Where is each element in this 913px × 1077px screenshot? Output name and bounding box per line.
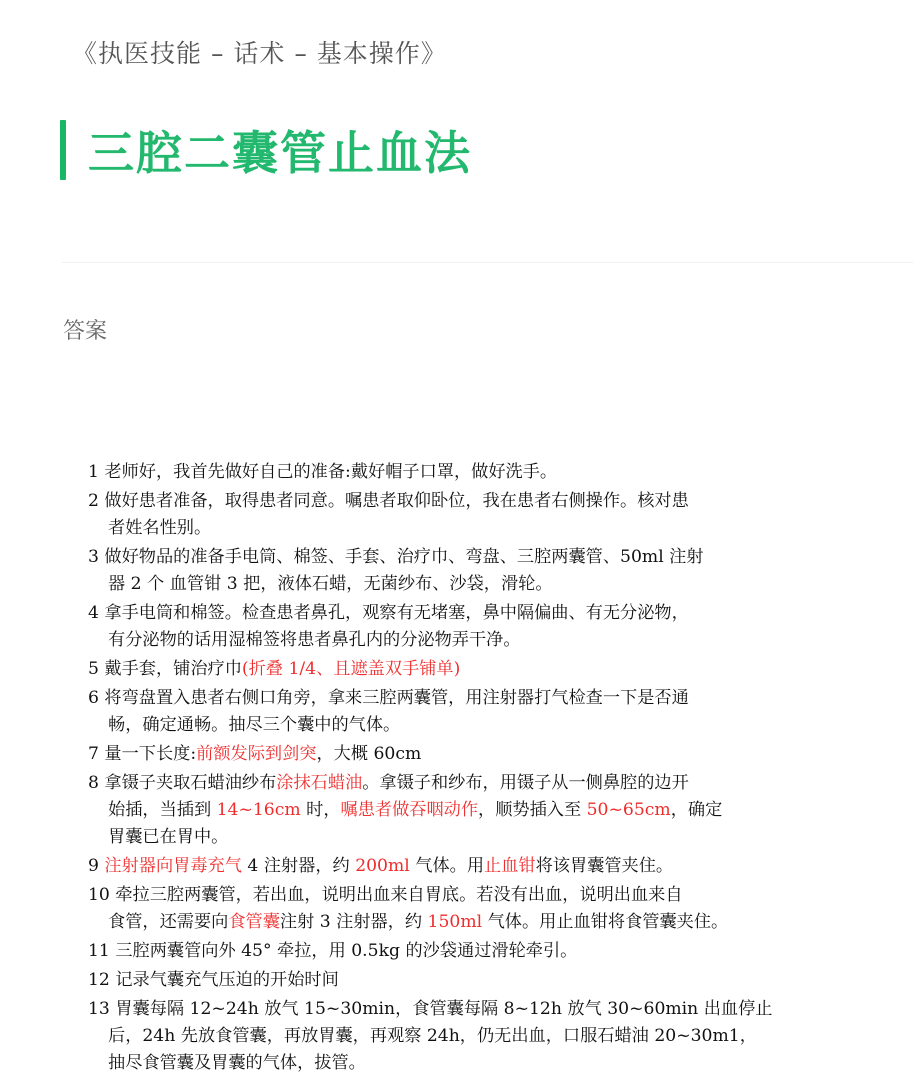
step-line — [88, 685, 808, 712]
step-line — [88, 824, 808, 851]
step-line — [88, 967, 808, 994]
step-text: ，确定 — [670, 800, 723, 820]
step-line — [88, 712, 808, 739]
step-line — [88, 1050, 808, 1077]
step-line — [88, 770, 808, 797]
step-text: 有分泌物的话用湿棉签将患者鼻孔内的分泌物弄干净。 — [108, 630, 521, 650]
step-text: ，大概 60cm — [316, 744, 422, 764]
step-text: 时， — [300, 800, 341, 820]
step-text: 畅，确定通畅。抽尽三个囊中的气体。 — [108, 715, 401, 735]
step-text: 8 拿镊子夹取石蜡油纱布 — [88, 773, 277, 793]
highlighted-text: 150ml — [427, 912, 483, 932]
step-text: 器 2 个 血管钳 3 把，液体石蜡，无菌纱布、沙袋，滑轮。 — [108, 574, 553, 594]
step-item — [88, 882, 808, 936]
page-title-block — [60, 120, 472, 180]
highlighted-text: 14~16cm — [216, 800, 301, 820]
step-item — [88, 741, 808, 768]
step-text: 12 记录气囊充气压迫的开始时间 — [88, 970, 339, 990]
step-text: 13 胃囊每隔 12~24h 放气 15~30min，食管囊每隔 8~12h 放气 30~60min 出血停止 — [88, 999, 773, 1019]
step-item — [88, 685, 808, 739]
step-text: 4 拿手电筒和棉签。检查患者鼻孔，观察有无堵塞，鼻中隔偏曲、有无分泌物， — [88, 603, 689, 623]
page-title: 三腔二囊管止血法 — [88, 126, 472, 180]
step-line — [88, 741, 808, 768]
step-item — [88, 967, 808, 994]
step-item — [88, 938, 808, 965]
answer-label: 答案 — [63, 319, 108, 344]
step-line — [88, 571, 808, 598]
step-text: 胃囊已在胃中。 — [108, 827, 229, 847]
step-text: 4 注射器，约 — [241, 856, 356, 876]
step-text: 。拿镊子和纱布，用镊子从一侧鼻腔的边开 — [362, 773, 689, 793]
step-text: 2 做好患者准备，取得患者同意。嘱患者取仰卧位，我在患者右侧操作。核对患 — [88, 491, 689, 511]
step-line — [88, 488, 808, 515]
step-text: 9 — [88, 856, 105, 876]
highlighted-text: 嘱患者做吞咽动作 — [340, 800, 479, 820]
series-title: 《执医技能 – 话术 – 基本操作》 — [72, 39, 447, 68]
highlighted-text: (折叠 1/4、且遮盖双手铺单) — [241, 659, 461, 679]
step-text: 7 量一下长度: — [88, 744, 197, 764]
step-text: 3 做好物品的准备手电筒、棉签、手套、治疗巾、弯盘、三腔两囊管、50ml 注射 — [88, 547, 704, 567]
step-line — [88, 797, 808, 824]
step-line — [88, 909, 808, 936]
step-text: 6 将弯盘置入患者右侧口角旁，拿来三腔两囊管，用注射器打气检查一下是否通 — [88, 688, 689, 708]
step-item — [88, 600, 808, 654]
step-text: 11 三腔两囊管向外 45° 牵拉，用 0.5kg 的沙袋通过滑轮牵引。 — [88, 941, 578, 961]
steps-list — [88, 459, 808, 1077]
step-line — [88, 627, 808, 654]
step-line — [88, 459, 808, 486]
step-line — [88, 656, 808, 683]
highlighted-text: 止血钳 — [484, 856, 536, 876]
step-item — [88, 488, 808, 542]
step-item — [88, 770, 808, 851]
title-accent-bar — [60, 120, 66, 180]
step-text: 者姓名性别。 — [108, 518, 212, 538]
step-item — [88, 996, 808, 1077]
step-text: 10 牵拉三腔两囊管，若出血，说明出血来自胃底。若没有出血，说明出血来自 — [88, 885, 683, 905]
step-text: 食管，还需要向 — [108, 912, 229, 932]
step-line — [88, 515, 808, 542]
divider — [62, 262, 913, 263]
step-text: 抽尽食管囊及胃囊的气体，拔管。 — [108, 1053, 366, 1073]
step-item — [88, 853, 808, 880]
step-line — [88, 600, 808, 627]
highlighted-text: 200ml — [355, 856, 410, 876]
step-item — [88, 656, 808, 683]
step-text: 始插，当插到 — [108, 800, 217, 820]
step-item — [88, 459, 808, 486]
step-text: 气体。用止血钳将食管囊夹住。 — [482, 912, 729, 932]
highlighted-text: 涂抹石蜡油 — [276, 773, 363, 793]
step-text: ，顺势插入至 — [478, 800, 587, 820]
step-item — [88, 544, 808, 598]
step-line — [88, 544, 808, 571]
step-text: 1 老师好，我首先做好自己的准备:戴好帽子口罩，做好洗手。 — [88, 462, 558, 482]
highlighted-text: 前额发际到剑突 — [196, 744, 317, 764]
step-text: 将该胃囊管夹住。 — [535, 856, 674, 876]
highlighted-text: 50~65cm — [586, 800, 671, 820]
step-line — [88, 996, 808, 1023]
step-line — [88, 1023, 808, 1050]
step-text: 后，24h 先放食管囊，再放胃囊，再观察 24h，仍无出血，口服石蜡油 20~30m1， — [108, 1026, 757, 1046]
step-text: 5 戴手套，铺治疗巾 — [88, 659, 242, 679]
highlighted-text: 食管囊 — [228, 912, 280, 932]
step-line — [88, 938, 808, 965]
step-text: 气体。用 — [409, 856, 485, 876]
step-line — [88, 882, 808, 909]
highlighted-text: 注射器向胃毒充气 — [104, 856, 242, 876]
step-text: 注射 3 注射器，约 — [279, 912, 428, 932]
step-line — [88, 853, 808, 880]
